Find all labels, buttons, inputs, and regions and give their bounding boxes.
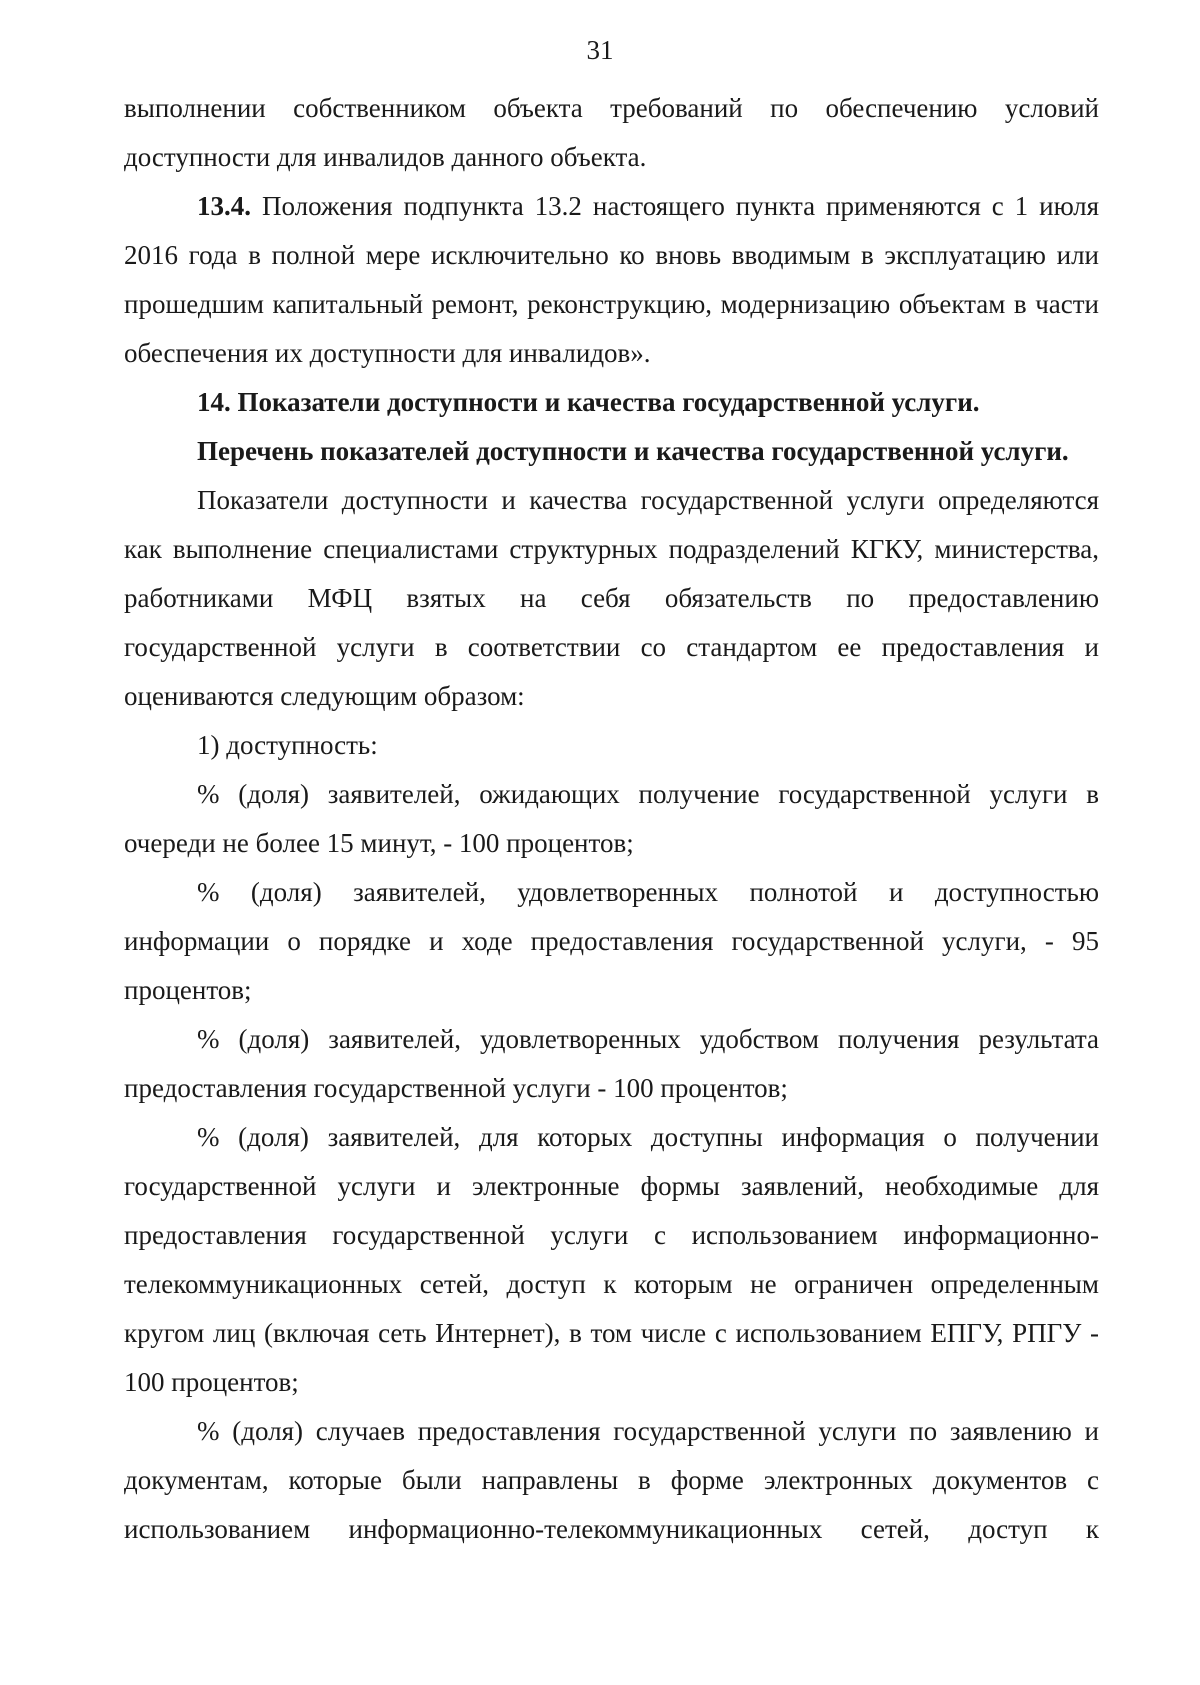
page-number: 31 [586, 35, 614, 65]
indicator-information-completeness: % (доля) заявителей, удовлетворенных полнотой и доступностью информации о порядке и ходе предоставления государственной услуги, - 95 процентов; [124, 877, 1099, 1005]
indicator-electronic-forms: % (доля) заявителей, для которых доступны информация о получении государственной услуги и электронные формы заявлений, необходимые для предоставления государственной услуги с использованием информационно-телекоммуникационных сетей, доступ к которым не ограничен определенным кругом лиц (включая сеть Интернет), в том числе с использованием ЕПГУ, РПГУ - 100 процентов; [124, 1122, 1099, 1397]
indicator-electronic-submissions: % (доля) случаев предоставления государственной услуги по заявлению и документам, которые были направлены в форме электронных документов с использованием информационно-телекоммуникационных сетей, доступ к [124, 1416, 1099, 1544]
section-heading-14: 14. Показатели доступности и качества государственной услуги. [197, 387, 980, 417]
indicator-queue-time: % (доля) заявителей, ожидающих получение государственной услуги в очереди не более 15 минут, - 100 процентов; [124, 779, 1099, 858]
list-item-accessibility: 1) доступность: [197, 730, 378, 760]
clause-text: Положения подпункта 13.2 настоящего пункта применяются с 1 июля 2016 года в полной мере исключительно ко вновь вводимым в эксплуатацию или прошедшим капитальный ремонт, реконструкцию, модернизацию объектам в части обеспечения их доступности для инвалидов». [124, 191, 1099, 368]
section-subheading-list: Перечень показателей доступности и качества государственной услуги. [197, 436, 1069, 466]
indicator-result-convenience: % (доля) заявителей, удовлетворенных удобством получения результата предоставления государственной услуги - 100 процентов; [124, 1024, 1099, 1103]
paragraph-intro: Показатели доступности и качества государственной услуги определяются как выполнение специалистами структурных подразделений КГКУ, министерства, работниками МФЦ взятых на себя обязательств по предоставлению государственной услуги в соответствии со стандартом ее предоставления и оцениваются следующим образом: [124, 485, 1099, 711]
paragraph-13-4 [124, 182, 1099, 378]
clause-number: 13.4. [197, 191, 251, 221]
document-body [124, 84, 1099, 1554]
paragraph-continuation: выполнении собственником объекта требований по обеспечению условий доступности для инвалидов данного объекта. [124, 93, 1099, 172]
